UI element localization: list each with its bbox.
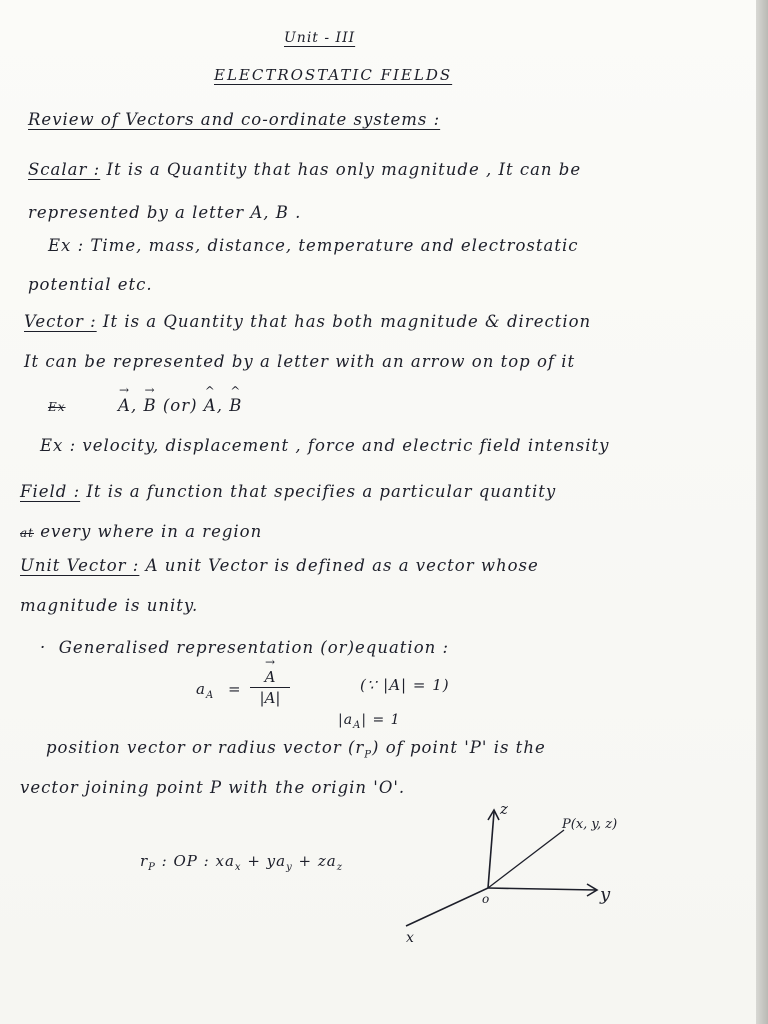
- vector-a-hat: ^ A: [204, 396, 217, 415]
- field-label: Field :: [20, 482, 81, 501]
- x-axis: [406, 888, 488, 926]
- y-axis: [488, 888, 596, 890]
- scalar-line-1: Scalar : It is a Quantity that has only magnitude , It can be: [28, 160, 582, 179]
- vector-b-hat: ^ B: [229, 396, 242, 415]
- scalar-example-2: potential etc.: [28, 275, 153, 294]
- point-p-label: P(x, y, z): [562, 817, 618, 832]
- page-edge: [756, 0, 768, 1024]
- formula-condition: (∵ |A| = 1): [360, 676, 450, 694]
- vector-line-2: It can be represented by a letter with an arrow on top of it: [24, 352, 576, 371]
- generalised-heading: · Generalised representation (or)equation :: [40, 638, 450, 657]
- struck-ex: Ex: [48, 400, 66, 414]
- scalar-label: Scalar :: [28, 160, 101, 179]
- fraction-numerator: → A: [265, 668, 276, 686]
- coordinate-axes-diagram: [390, 796, 690, 946]
- field-line-2: at every where in a region: [20, 522, 263, 541]
- formula-lhs: $a_A$ =: [196, 680, 242, 701]
- position-vector-line: [488, 830, 564, 888]
- scalar-example-1: Ex : Time, mass, distance, temperature and electrostatic: [48, 236, 579, 255]
- position-line-2: vector joining point P with the origin 'O'.: [20, 778, 406, 797]
- x-axis-label: x: [406, 930, 414, 946]
- vector-line-1: Vector : It is a Quantity that has both magnitude & direction: [24, 312, 592, 331]
- unit-heading: Unit - III: [284, 30, 356, 46]
- y-axis-label: y: [600, 884, 611, 905]
- z-axis-label: z: [500, 800, 508, 818]
- magnitude-equation: $|a_A| = 1$: [338, 712, 401, 731]
- vector-b-arrow: → B: [143, 396, 156, 415]
- vector-a-arrow: → A: [118, 396, 131, 415]
- struck-word: at: [20, 526, 34, 540]
- bullet-dot: ·: [40, 638, 59, 657]
- position-line-1: position vector or radius vector $(r_P)$ of point 'P' is the: [46, 738, 546, 761]
- field-line-1: Field : It is a function that specifies a particular quantity: [20, 482, 557, 501]
- unit-vector-line-1: Unit Vector : A unit Vector is defined as a vector whose: [20, 556, 539, 575]
- vector-example: Ex : velocity, displacement , force and electric field intensity: [40, 436, 610, 455]
- review-heading: Review of Vectors and co-ordinate systems :: [28, 110, 441, 129]
- fraction-denominator: |A|: [259, 689, 281, 707]
- scalar-line-2: represented by a letter A, B .: [28, 203, 302, 222]
- origin-label: o: [482, 892, 490, 906]
- page-title: ELECTROSTATIC FIELDS: [214, 66, 453, 84]
- unit-vector-fraction: [250, 668, 290, 707]
- unit-vector-line-2: magnitude is unity.: [20, 596, 199, 615]
- vector-label: Vector :: [24, 312, 97, 331]
- vector-notation: Ex → A, → B (or) ^ A, ^ B: [48, 396, 242, 415]
- unit-vector-label: Unit Vector :: [20, 556, 140, 575]
- rp-equation: $r_P$ : OP : $xa_x + ya_y + za_z$: [140, 852, 343, 873]
- z-axis: [488, 812, 494, 888]
